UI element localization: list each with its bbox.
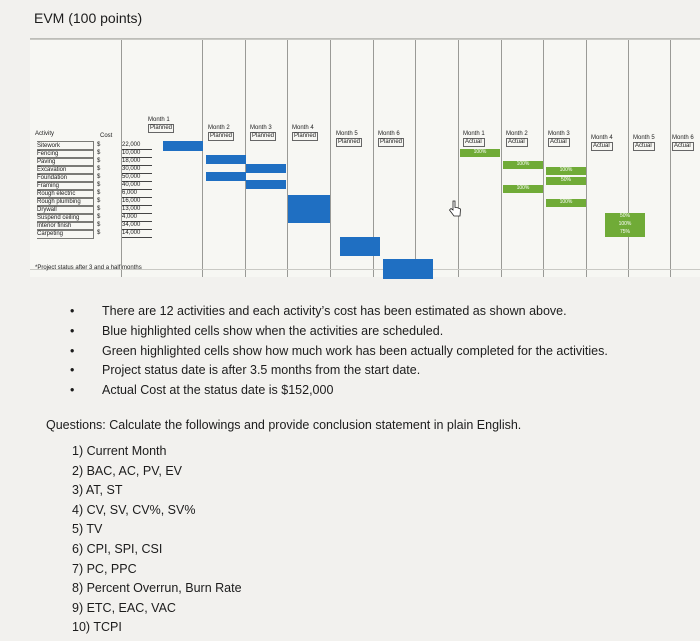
- actual-cell: 50%: [546, 177, 586, 185]
- planned-month-header: Month 5 Planned: [336, 131, 361, 145]
- question-item: 1) Current Month: [72, 444, 167, 458]
- planned-month-header: Month 3 Planned: [250, 125, 275, 139]
- activity-cost: 34,000: [122, 221, 152, 230]
- question-item: 6) CPI, SPI, CSI: [72, 541, 163, 556]
- grid-line: [287, 39, 288, 277]
- activity-cost: 6,000: [122, 189, 152, 198]
- info-bullet: • Blue highlighted cells show when the activities are scheduled.: [62, 322, 608, 342]
- currency-symbol: $: [97, 150, 101, 156]
- grid-line: [30, 39, 700, 40]
- actual-month-header: Month 1 Actual: [463, 131, 485, 145]
- currency-symbol: $: [97, 182, 101, 188]
- actual-month-header: Month 3 Actual: [548, 131, 570, 145]
- status-note: *Project status after 3 and a half months: [35, 265, 142, 271]
- currency-symbol: $: [97, 222, 101, 228]
- planned-month-header: Month 6 Planned: [378, 131, 403, 145]
- question-item: 3) AT, ST: [72, 483, 123, 498]
- actual-cell: 100%: [503, 161, 543, 169]
- planned-cell: [288, 214, 330, 223]
- planned-month-header: Month 2 Planned: [208, 125, 233, 139]
- grid-line: [330, 39, 331, 277]
- grid-line: [586, 39, 587, 277]
- info-bullet: • There are 12 activities and each activity’s cost has been estimated as shown above.: [62, 302, 608, 322]
- question-list: [72, 442, 242, 638]
- actual-month-header: Month 4 Actual: [591, 135, 613, 149]
- currency-symbol: $: [97, 190, 101, 196]
- currency-symbol: $: [97, 206, 101, 212]
- activity-name: Fencing: [37, 149, 94, 159]
- planned-cell: [246, 164, 286, 173]
- planned-month-header: Month 1 Planned: [148, 117, 173, 131]
- grid-line: [415, 39, 416, 277]
- info-bullet-list: [62, 302, 608, 401]
- activity-cost: 14,000: [122, 229, 152, 238]
- question-item: 10) TCPI: [72, 620, 122, 635]
- activity-name: Rough electric: [37, 189, 94, 199]
- question-item: 8) Percent Overrun, Burn Rate: [72, 581, 242, 596]
- actual-cell: 50%: [605, 213, 645, 221]
- planned-cell: [288, 205, 330, 214]
- actual-cell: 100%: [605, 221, 645, 229]
- activity-cost: 40,000: [122, 181, 152, 190]
- info-bullet: • Green highlighted cells show how much work has been actually completed for the activities.: [62, 342, 608, 362]
- info-bullet: • Project status date is after 3.5 months from the start date.: [62, 361, 608, 381]
- actual-month-header: Month 2 Actual: [506, 131, 528, 145]
- actual-month-header: Month 5 Actual: [633, 135, 655, 149]
- info-bullet: • Actual Cost at the status date is $152,000: [62, 381, 608, 401]
- activity-name: Excavation: [37, 165, 94, 175]
- grid-line: [543, 39, 544, 277]
- currency-symbol: $: [97, 230, 101, 236]
- activity-name: Interior finish: [37, 221, 94, 231]
- activity-name: Drywall: [37, 205, 94, 215]
- hand-cursor-icon: [448, 200, 462, 218]
- activity-cost: 50,000: [122, 173, 152, 182]
- activity-cost: 18,000: [122, 157, 152, 166]
- page-title: EVM (100 points): [34, 10, 143, 26]
- activity-cost: 10,000: [122, 149, 152, 158]
- activity-name: Suspend ceiling: [37, 213, 94, 223]
- planned-cell: [288, 195, 330, 205]
- question-item: 4) CV, SV, CV%, SV%: [72, 502, 196, 517]
- activity-cost: 13,000: [122, 205, 152, 214]
- currency-symbol: $: [97, 142, 101, 148]
- planned-cell: [383, 259, 433, 269]
- cost-header: Cost: [100, 133, 113, 139]
- planned-cell: [383, 269, 433, 279]
- grid-line: [458, 39, 459, 277]
- grid-line: [202, 39, 203, 277]
- activity-name: Paving: [37, 157, 94, 167]
- questions-prompt: Questions: Calculate the followings and provide conclusion statement in plain English.: [46, 418, 522, 432]
- actual-cell: 100%: [503, 185, 543, 193]
- actual-cell: 100%: [546, 167, 586, 175]
- planned-cell: [340, 237, 380, 247]
- currency-symbol: $: [97, 174, 101, 180]
- currency-symbol: $: [97, 198, 101, 204]
- activity-cost: 4,000: [122, 213, 152, 222]
- actual-cell: 100%: [546, 199, 586, 207]
- activity-name: Carpeting: [37, 229, 94, 239]
- actual-cell: 75%: [605, 229, 645, 237]
- planned-month-header: Month 4 Planned: [292, 125, 317, 139]
- question-item: 5) TV: [72, 522, 103, 537]
- question-item: 7) PC, PPC: [72, 561, 137, 576]
- planned-cell: [246, 180, 286, 189]
- planned-cell: [206, 172, 246, 181]
- actual-cell: 100%: [460, 149, 500, 157]
- currency-symbol: $: [97, 158, 101, 164]
- grid-line: [670, 39, 671, 277]
- activity-cost: 30,000: [122, 165, 152, 174]
- planned-cell: [163, 141, 203, 151]
- grid-line: [501, 39, 502, 277]
- question-item: 2) BAC, AC, PV, EV: [72, 463, 183, 478]
- planned-cell: [340, 247, 380, 256]
- planned-cell: [206, 155, 246, 164]
- activity-cost: 22,000: [122, 141, 152, 150]
- evm-spreadsheet: [30, 38, 700, 277]
- activity-name: Framing: [37, 181, 94, 191]
- activity-cost: 16,000: [122, 197, 152, 206]
- question-item: 9) ETC, EAC, VAC: [72, 600, 176, 615]
- activity-name: Sitework: [37, 141, 94, 151]
- actual-month-header: Month 6 Actual: [672, 135, 694, 149]
- currency-symbol: $: [97, 214, 101, 220]
- currency-symbol: $: [97, 166, 101, 172]
- activity-name: Foundation: [37, 173, 94, 183]
- grid-line: [628, 39, 629, 277]
- activity-header: Activity: [35, 131, 55, 137]
- activity-name: Rough plumbing: [37, 197, 94, 207]
